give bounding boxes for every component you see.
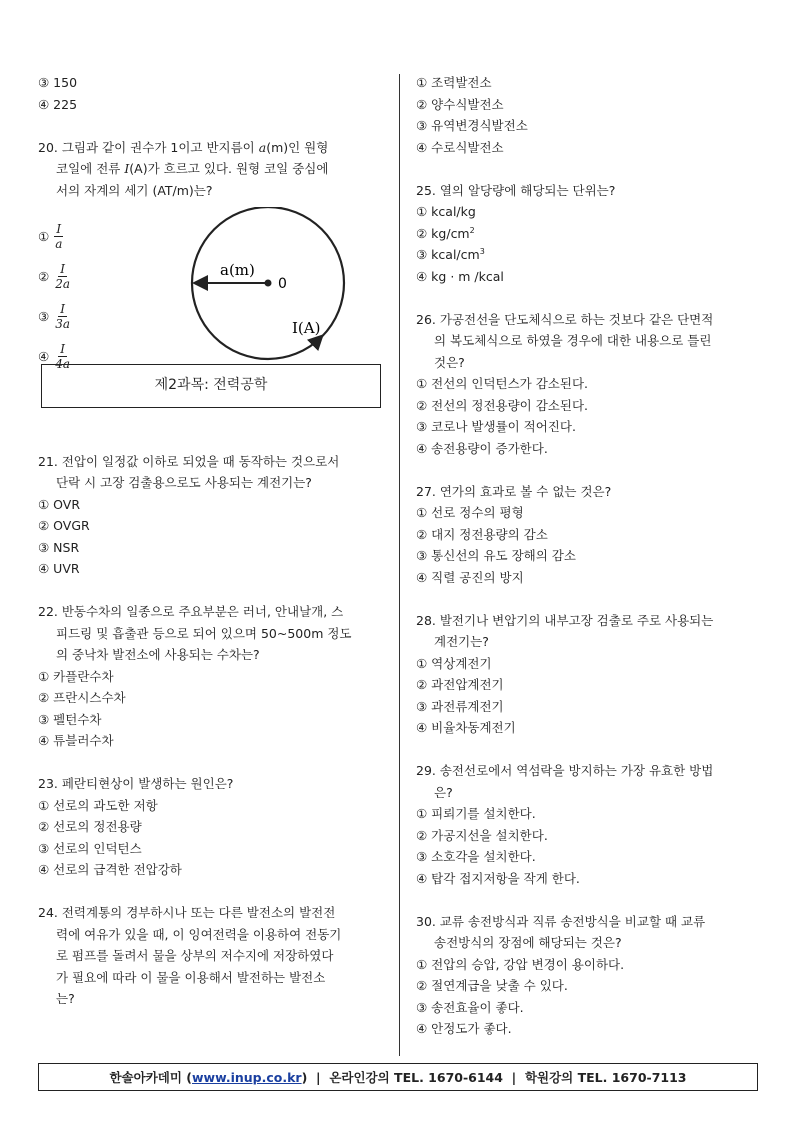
q19-option-4: ④ 225 [38, 96, 78, 112]
q22-option-2: ② 프란시스수차 [38, 690, 126, 705]
q30-option-1: ① 전압의 승압, 강압 변경이 용이하다. [416, 956, 625, 972]
q27-option-2: ② 대지 정전용량의 감소 [416, 526, 548, 542]
q27-option-1: ① 선로 정수의 평형 [416, 505, 524, 520]
q29-option-3: ③ 소호각을 설치한다. [416, 849, 536, 864]
footer-website-link[interactable]: www.inup.co.kr [192, 1069, 302, 1085]
center-label: 0 [278, 275, 287, 292]
q22-option-4: ④ 튜블러수차 [38, 733, 114, 748]
q20-option-1: ① $\frac{I}{a}$ [38, 222, 63, 251]
q21-option-1: ① OVR [38, 496, 81, 512]
footer-offline-tel: 학원강의 TEL. 1670-7113 [524, 1070, 687, 1085]
column-divider [399, 74, 400, 1056]
question-24: 24. 전력계통의 경부하시나 또는 다른 발전소의 발전전 력에 여유가 있을 때, 이 잉여전력을 이용하여 전동기 로 펌프를 돌려서 물을 상부의 저수지에 저장하였다 가 필요에 따라 이 물을 이용해서 발전하는 발전소 는? [38, 905, 342, 1006]
q19-option-3: ③ 150 [38, 75, 78, 90]
q24-option-3: ③ 유역변경식발전소 [416, 118, 528, 133]
q26-option-1: ① 전선의 인덕턴스가 감소된다. [416, 376, 589, 391]
q23-option-3: ③ 선로의 인덕턴스 [38, 840, 142, 856]
q28-option-2: ② 과전압계전기 [416, 677, 504, 692]
question-22: 22. 반동수차의 일종으로 주요부분은 러너, 안내날개, 스 피드링 및 흡출관 등으로 되어 있으며 50~500m 정도 의 중낙차 발전소에 사용되는 수차는? ① 카플란수차 ② 프란시스수차 ③ 펠턴수차 ④ 튜블러수차 [38, 601, 388, 752]
q30-option-2: ② 절연계급을 낮출 수 있다. [416, 978, 568, 993]
q24-option-4: ④ 수로식발전소 [416, 139, 504, 155]
q21-option-4: ④ UVR [38, 561, 80, 576]
q29-option-2: ② 가공지선을 설치한다. [416, 827, 548, 843]
q28-option-1: ① 역상계전기 [416, 655, 492, 671]
right-column [416, 72, 766, 1040]
current-label: I(A) [292, 318, 321, 337]
footer-online-tel: 온라인강의 TEL. 1670-6144 [329, 1070, 503, 1085]
q25-option-4: ④ kg · m /kcal [416, 268, 504, 284]
q22-option-1: ① 카플란수차 [38, 668, 114, 684]
q23-option-2: ② 선로의 정전용량 [38, 819, 142, 834]
q25-option-3: ③ kcal/$cm^3$ [416, 246, 485, 262]
question-28: 28. 발전기나 변압기의 내부고장 검출로 주로 사용되는 계전기는? ① 역상계전기 ② 과전압계전기 ③ 과전류계전기 ④ 비율차동계전기 [416, 610, 766, 739]
q28-option-4: ④ 비율차동계전기 [416, 720, 516, 735]
question-23: 23. 페란티현상이 발생하는 원인은? ① 선로의 과도한 저항 ② 선로의 정전용량 ③ 선로의 인덕턴스 ④ 선로의 급격한 전압강하 [38, 773, 388, 881]
left-column [38, 72, 388, 1010]
q21-option-3: ③ NSR [38, 539, 80, 555]
footer-academy: 한솔아카데미 ( [109, 1070, 192, 1085]
q21-option-2: ② OVGR [38, 518, 90, 533]
q29-option-1: ① 피뢰기를 설치한다. [416, 806, 536, 821]
question-21: 21. 전압이 일정값 이하로 되었을 때 동작하는 것으로서 단락 시 고장 검출용으로도 사용되는 계전기는? ① OVR ② OVGR ③ NSR ④ UVR [38, 451, 388, 580]
radius-label: a(m) [220, 260, 255, 279]
q23-option-4: ④ 선로의 급격한 전압강하 [38, 862, 182, 877]
q25-option-2: ② $kg/cm^2$ [416, 225, 475, 241]
q27-option-4: ④ 직렬 공진의 방지 [416, 569, 524, 585]
subject-title: 제2과목: 전력공학 [154, 376, 268, 393]
q24-option-1: ① 조력발전소 [416, 75, 492, 90]
center-dot [265, 279, 272, 286]
q23-option-1: ① 선로의 과도한 저항 [38, 797, 158, 813]
q20-option-2: ② $\frac{I}{2a}$ [38, 262, 71, 291]
q24-option-2: ② 양수식발전소 [416, 96, 504, 112]
question-26: 26. 가공전선을 단도체식으로 하는 것보다 같은 단면적 의 복도체식으로 하였을 경우에 대한 내용으로 틀린 것은? ① 전선의 인덕턴스가 감소된다. ② 전선의 정전용량이 감소된다. ③ 코로나 발생률이 적어진다. ④ 송전용량이 증가한다. [416, 309, 766, 460]
question-20 [38, 137, 388, 371]
footer-separator: | [502, 1069, 525, 1085]
question-30: 30. 교류 송전방식과 직류 송전방식을 비교할 때 교류 송전방식의 장점에 해당되는 것은? ① 전압의 승압, 강압 변경이 용이하다. ② 절연계급을 낮출 수 있다. ③ 송전효율이 좋다. ④ 안정도가 좋다. [416, 911, 766, 1040]
q29-option-4: ④ 탑각 접지저항을 작게 한다. [416, 870, 580, 886]
q20-option-4: ④ $\frac{I}{4a}$ [38, 342, 71, 371]
q25-option-1: ① kcal/kg [416, 204, 476, 219]
q20-option-3: ③ $\frac{I}{3a}$ [38, 302, 71, 331]
q30-option-3: ③ 송전효율이 좋다. [416, 999, 524, 1015]
question-25: 25. 열의 알당량에 해당되는 단위는? ① kcal/kg ② $kg/cm^2$ ③ kcal/$cm^3$ ④ kg · m /kcal [416, 180, 766, 288]
question-27: 27. 연가의 효과로 볼 수 없는 것은? ① 선로 정수의 평형 ② 대지 정전용량의 감소 ③ 통신선의 유도 장해의 감소 ④ 직렬 공진의 방지 [416, 481, 766, 589]
footer-separator: | [307, 1069, 330, 1085]
q22-option-3: ③ 펠턴수차 [38, 711, 102, 727]
q20-stem: 20. 그림과 같이 권수가 1이고 반지름이 a(m)인 원형 코일에 전류 I(A)가 흐르고 있다. 원형 코일 중심에 서의 자계의 세기 (AT/m)는? [38, 139, 329, 198]
question-29: 29. 송전선로에서 역섬락을 방지하는 가장 유효한 방법 은? ① 피뢰기를 설치한다. ② 가공지선을 설치한다. ③ 소호각을 설치한다. ④ 탑각 접지저항을 작게 한다. [416, 760, 766, 889]
circular-coil-figure [188, 207, 368, 377]
q27-option-3: ③ 통신선의 유도 장해의 감소 [416, 548, 576, 563]
q26-option-3: ③ 코로나 발생률이 적어진다. [416, 419, 576, 434]
q26-option-4: ④ 송전용량이 증가한다. [416, 440, 548, 456]
q26-option-2: ② 전선의 정전용량이 감소된다. [416, 397, 589, 413]
q30-option-4: ④ 안정도가 좋다. [416, 1021, 512, 1036]
footer-bar: 한솔아카데미 ( www.inup.co.kr ) | 온라인강의 TEL. 1670-6144 | 학원강의 TEL. 1670-7113 [38, 1063, 758, 1091]
q28-option-3: ③ 과전류계전기 [416, 698, 504, 714]
